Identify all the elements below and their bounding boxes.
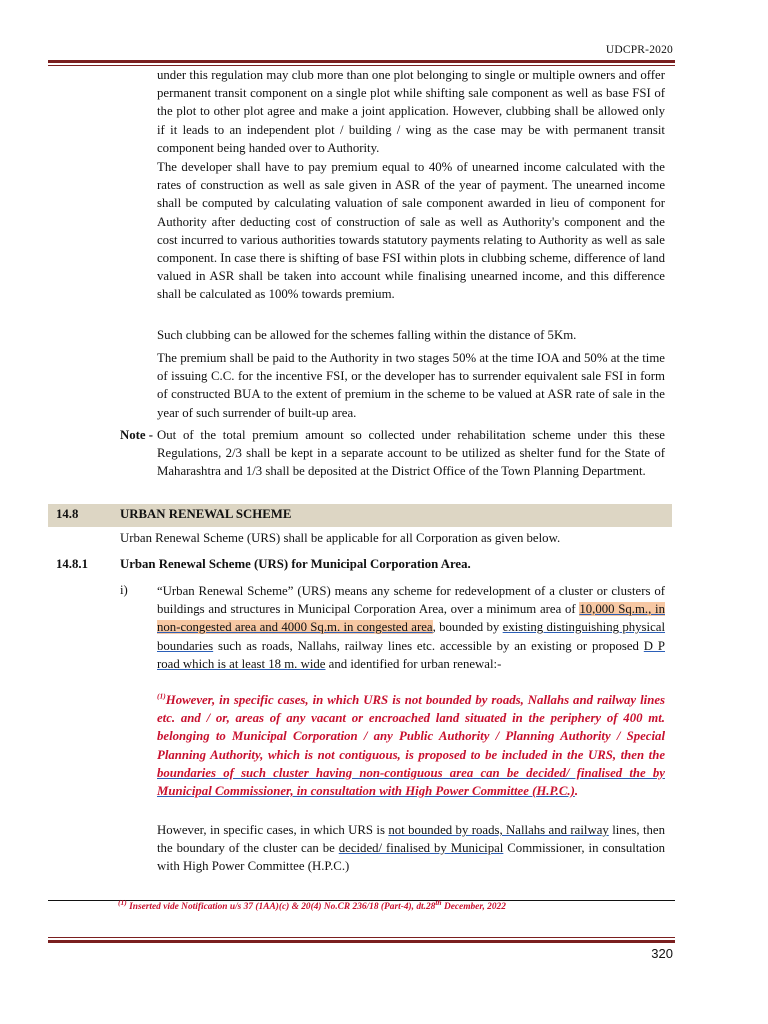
underlined-cluster-text: boundaries of such cluster having non-contiguous area can be decided/ finalised the by Municipal Commissioner, in consultation with High Power Committee (H.P.C.) [157, 765, 665, 799]
document-code: UDCPR-2020 [605, 44, 673, 56]
section-intro: Urban Renewal Scheme (URS) shall be applicable for all Corporation as given below. [120, 531, 561, 545]
inserted-amendment-paragraph: $^{(1)}$However, in specific cases, in which URS is not bounded by roads, Nallahs and railway lines etc. and / or, areas of any vacant or encroached land situated in the periphery of 400 mt. belonging to Municipal Corporation / any Public Authority / Planning Authority / Special Planning Authority, which is not contiguous, is proposed to be included in the URS, then the boundaries of such cluster having non-contiguous area can be decided/ finalised the by Municipal Commissioner, in consultation with High Power Committee (H.P.C.). [157, 691, 665, 799]
underlined-road-text: D P road which is at least 18 m. wide [157, 638, 665, 671]
section-title: URBAN RENEWAL SCHEME [120, 507, 292, 521]
clubbing-paragraph: under this regulation may club more than one plot belonging to single or multiple owners and offer permanent transit component on a single plot while shifting sale component as well as base FSI of the plot to other plot agree and make a joint application. However, clubbing shall be allowed only if it leads to an independent plot / building / wing as the case may be with permanent transit component being handed over to Authority. [157, 68, 665, 155]
distance-paragraph: Such clubbing can be allowed for the schemes falling within the distance of 5Km. [157, 328, 577, 342]
item-label: i) [120, 583, 128, 597]
footer-rule [48, 940, 675, 943]
subsection-number: 14.8.1 [56, 557, 88, 571]
note-label: Note - [120, 428, 154, 442]
underlined-decided-text: decided/ finalised by Municipal [338, 841, 504, 856]
underlined-boundaries-text: existing distinguishing physical boundaries [157, 620, 666, 653]
footnote: $^{(1)}$ Inserted vide Notification u/s 37 (1AA)(c) & 20(4) No.CR 236/18 (Part-4), dt.28th December, 2022 [118, 897, 506, 912]
header-rule [48, 60, 675, 63]
highlighted-area-text: 10,000 Sq.m., in non-congested area and 4000 Sq.m. in congested area [157, 602, 665, 635]
underlined-not-bounded-text: not bounded by roads, Nallahs and railway [388, 823, 609, 837]
section-number: 14.8 [56, 507, 79, 521]
footnote-rule [48, 900, 675, 901]
subsection-title: Urban Renewal Scheme (URS) for Municipal Corporation Area. [120, 557, 471, 571]
specific-cases-paragraph: However, in specific cases, in which URS is not bounded by roads, Nallahs and railway lines, then the boundary of the cluster can be decided/ finalised by Municipal Commissioner, in consultation with High Power Committee (H.P.C.) [157, 823, 665, 874]
footer-rule-thin [48, 937, 675, 938]
urs-definition: “Urban Renewal Scheme” (URS) means any scheme for redevelopment of a cluster or clusters of buildings and structures in Municipal Corporation Area, over a minimum area of 10,000 Sq.m., in non-congested area and 4000 Sq.m. in congested area, bounded by existing distinguishing physical boundaries such as roads, Nallahs, railway lines etc. accessible by an existing or proposed D P road which is at least 18 m. wide and identified for urban renewal:- [157, 584, 666, 671]
page-number: 320 [651, 946, 673, 961]
premium-paragraph: The developer shall have to pay premium equal to 40% of unearned income calculated with the rates of construction as well as sale given in ASR of the year of payment. The unearned income shall be computed by calculating valuation of sale component awarded in lieu of component for Authority after deducting cost of construction of sale as well as Authority's component and the cost incurred to various authorities towards statutory payments relating to Authority as well as sale component. In case there is shifting of base FSI within plots in clubbing scheme, difference of land valued in ASR shall be taken into account while finalising unearned income, and this difference shall be calculated as 100% towards premium. [157, 160, 665, 302]
payment-stages-paragraph: The premium shall be paid to the Authority in two stages 50% at the time IOA and 50% at the time of issuing C.C. for the incentive FSI, or the developer has to surrender equivalent sale FSI in form of constructed BUA to the extent of premium in the scheme to be valued at ASR rate of sale in the year of such surrender of built-up area. [157, 351, 665, 420]
note-text: Out of the total premium amount so collected under rehabilitation scheme under this these Regulations, 2/3 shall be kept in a separate account to be utilized as shelter fund for the State of Maharashtra and 1/3 shall be deposited at the District Office of the Town Planning Department. [157, 428, 665, 479]
